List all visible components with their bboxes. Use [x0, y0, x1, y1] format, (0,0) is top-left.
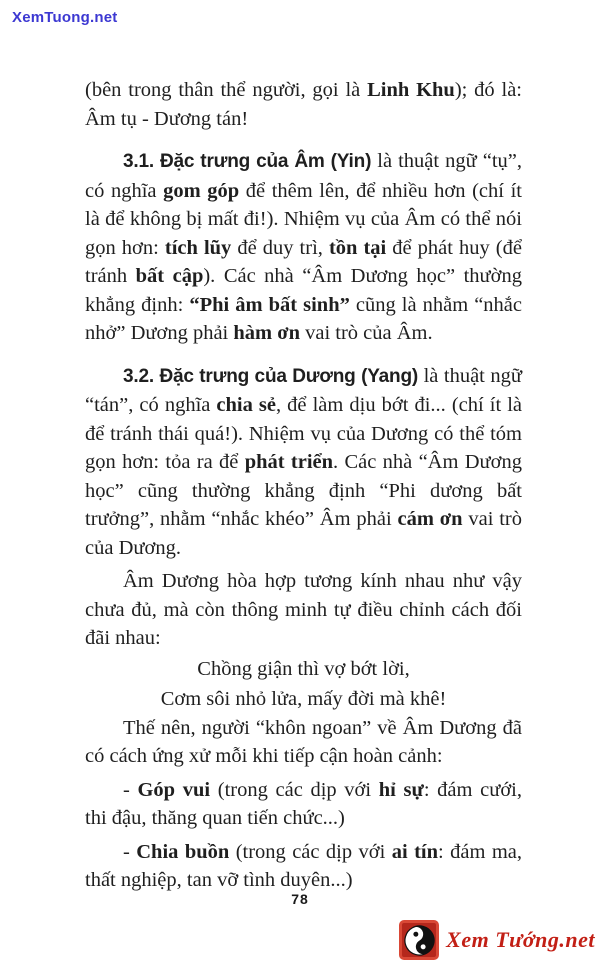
text-segment: . Các nhà “Âm Dương học” cũng thường khẳng định “Phi dương bất trưởng”, nhằm “nhắc khéo” Âm phải	[85, 451, 523, 530]
verse-line	[85, 685, 522, 714]
text-segment: , để làm dịu bớt đi... (chí ít là để tránh thái quá!). Nhiệm vụ của Dương có thể tóm gọn hơn: tỏa ra để	[85, 394, 522, 473]
text-segment-bold: gom góp	[163, 179, 240, 202]
site-logo	[399, 920, 595, 960]
bullet-paragraph	[85, 776, 522, 833]
text-segment-bold: hỉ sự	[378, 778, 424, 801]
verse-line	[85, 655, 522, 684]
logo-text: Xem Tướng.net	[446, 927, 595, 952]
text-segment: vai trò của Dương.	[85, 508, 522, 559]
text-segment: cũng là nhằm “nhắc nhở” Dương phải	[85, 293, 523, 344]
text-segment-bold: chia sẻ	[216, 394, 276, 416]
text-segment-bold: bất cập	[135, 265, 204, 287]
page-text-block	[85, 76, 522, 895]
text-segment-bold: cám ơn	[397, 508, 463, 530]
paragraph	[85, 567, 522, 653]
text-segment: : đám cưới, thi đậu, thăng quan tiến chức...)	[85, 778, 522, 829]
text-segment-bold: “Phi âm bất sinh”	[189, 293, 350, 316]
section-heading: 3.2. Đặc trưng của Dương (Yang)	[123, 365, 419, 387]
text-segment-bold: Chia buồn	[136, 840, 230, 863]
text-segment: : đám ma, thất nghiệp, tan vỡ tình duyên...)	[85, 840, 523, 891]
text-segment: là thuật ngữ “tán”, có nghĩa	[85, 364, 522, 416]
text-segment-bold: Linh Khu	[367, 79, 455, 101]
watermark-link: XemTuong.net	[12, 9, 118, 26]
text-segment-bold: tích lũy	[164, 236, 232, 259]
text-segment: ); đó là: Âm tụ - Dương tán!	[85, 79, 522, 130]
text-segment: vai trò của Âm.	[299, 322, 433, 344]
text-segment: (trong các dịp với	[229, 840, 392, 863]
section-paragraph-3-2	[85, 362, 522, 563]
text-segment: -	[123, 840, 137, 863]
text-segment: (bên trong thân thể người, gọi là	[85, 79, 368, 101]
text-segment: -	[123, 778, 138, 801]
text-segment: để thêm lên, để nhiều hơn (chí ít là để không bị mất đi!). Nhiệm vụ của Âm có thể nói gọn hơn:	[85, 179, 522, 259]
text-segment-bold: ai tín	[391, 840, 439, 863]
text-segment-bold: Góp vui	[137, 778, 211, 801]
text-segment: ). Các nhà “Âm Dương học” thường khẳng định:	[85, 265, 522, 316]
text-segment-bold: hàm ơn	[233, 322, 300, 344]
text-segment: Âm Dương hòa hợp tương kính nhau như vậy chưa đủ, mà còn thông minh tự điều chỉnh cách đối đãi nhau:	[85, 570, 522, 649]
page-number: 78	[291, 891, 309, 907]
paragraph	[85, 714, 522, 771]
section-paragraph-3-1	[85, 147, 522, 348]
text-segment: để phát huy (để tránh	[85, 236, 522, 287]
text-segment: Chồng giận thì vợ bớt lời,	[197, 657, 410, 680]
text-segment: để duy trì,	[231, 236, 329, 259]
section-heading: 3.1. Đặc trưng của Âm (Yin)	[123, 151, 372, 172]
text-segment: (trong các dịp với	[210, 778, 379, 801]
yin-yang-icon	[399, 920, 439, 960]
bullet-paragraph	[85, 838, 522, 895]
text-segment-bold: tồn tại	[328, 236, 387, 259]
text-segment: là thuật ngữ “tụ”, có nghĩa	[85, 150, 522, 202]
paragraph	[85, 76, 522, 133]
text-segment-bold: phát triển	[244, 451, 334, 473]
text-segment: Thế nên, người “khôn ngoan” về Âm Dương đã có cách ứng xử mỗi khi tiếp cận hoàn cảnh:	[85, 716, 522, 767]
text-segment: Cơm sôi nhỏ lửa, mấy đời mà khê!	[160, 688, 447, 710]
